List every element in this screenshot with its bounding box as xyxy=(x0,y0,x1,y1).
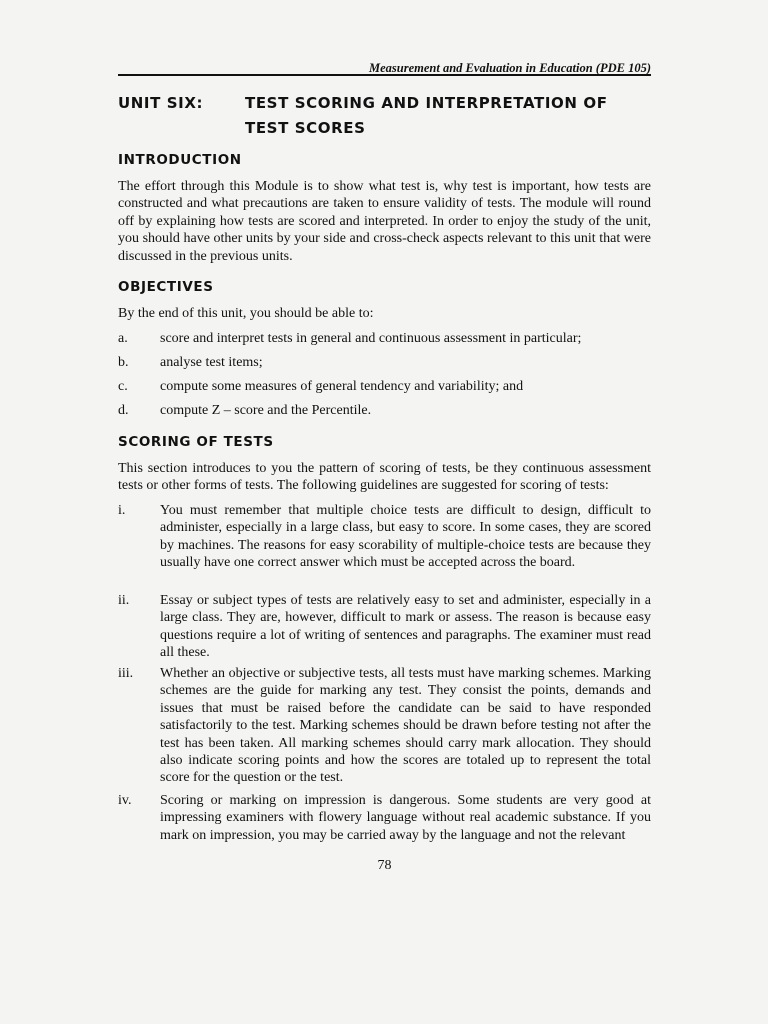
introduction-paragraph: The effort through this Module is to show what test is, why test is important, how tests are constructed and what precautions are taken to ensure validity of tests. The module will round off by explaining how tests are scored and interpreted. In order to enjoy the study of the unit, you should have other units by your side and cross-check aspects relevant to this unit that were discussed in the previous units. xyxy=(118,179,651,264)
list-text: score and interpret tests in general and continuous assessment in particular; xyxy=(160,331,582,346)
objectives-lead: By the end of this unit, you should be able to: xyxy=(118,306,374,321)
list-marker: a. xyxy=(118,331,128,346)
scoring-heading: SCORING OF TESTS xyxy=(118,434,274,450)
list-text: compute some measures of general tendency and variability; and xyxy=(160,379,524,394)
introduction-heading: INTRODUCTION xyxy=(118,152,242,168)
list-marker: iii. xyxy=(118,666,134,681)
list-marker: c. xyxy=(118,379,128,394)
list-text: Whether an objective or subjective tests, all tests must have marking schemes. Marking schemes are the guide for marking any test. They consist the points, demands and issues that must be raised before the candidate can be said to have responded satisfactorily to the test. Marking schemes should be drawn before testing not after the test has been taken. All marking schemes should carry mark allocation. They should also indicate scoring points and how the scores are totaled up to represent the total score for the question or the test. xyxy=(160,666,651,786)
unit-label: UNIT SIX: xyxy=(118,94,204,112)
list-marker: i. xyxy=(118,503,126,518)
list-text: Scoring or marking on impression is dangerous. Some students are very good at impressing examiners with flowery language without real academic substance. If you mark on impression, you may be carried away by the language and not the relevant xyxy=(160,793,651,843)
page-number: 78 xyxy=(377,858,392,873)
list-text: compute Z – score and the Percentile. xyxy=(160,403,372,418)
list-text: Essay or subject types of tests are relatively easy to set and administer, especially in a large class. They are, however, difficult to mark or assess. The reason is because easy questions require a lot of writing of sentences and paragraphs. The examiner must read all these. xyxy=(160,593,651,661)
list-marker: ii. xyxy=(118,593,130,608)
scoring-lead: This section introduces to you the pattern of scoring of tests, be they continuous assessment tests or other forms of tests. The following guidelines are suggested for scoring of tests: xyxy=(118,461,651,494)
list-text: analyse test items; xyxy=(160,355,263,370)
list-marker: b. xyxy=(118,355,129,370)
running-head: Measurement and Evaluation in Education (PDE 105) xyxy=(369,61,651,75)
header-rule xyxy=(118,74,651,76)
list-text: You must remember that multiple choice tests are difficult to design, difficult to administer, especially in a large class, but easy to score. In some cases, they are scored by machines. The reasons for easy scorability of multiple-choice tests are because they usually have one correct answer which must be accepted across the board. xyxy=(160,503,651,571)
objectives-heading: OBJECTIVES xyxy=(118,279,214,295)
list-marker: d. xyxy=(118,403,129,418)
list-marker: iv. xyxy=(118,793,132,808)
unit-title-text: TEST SCORING AND INTERPRETATION OF TEST SCORES xyxy=(245,94,608,137)
